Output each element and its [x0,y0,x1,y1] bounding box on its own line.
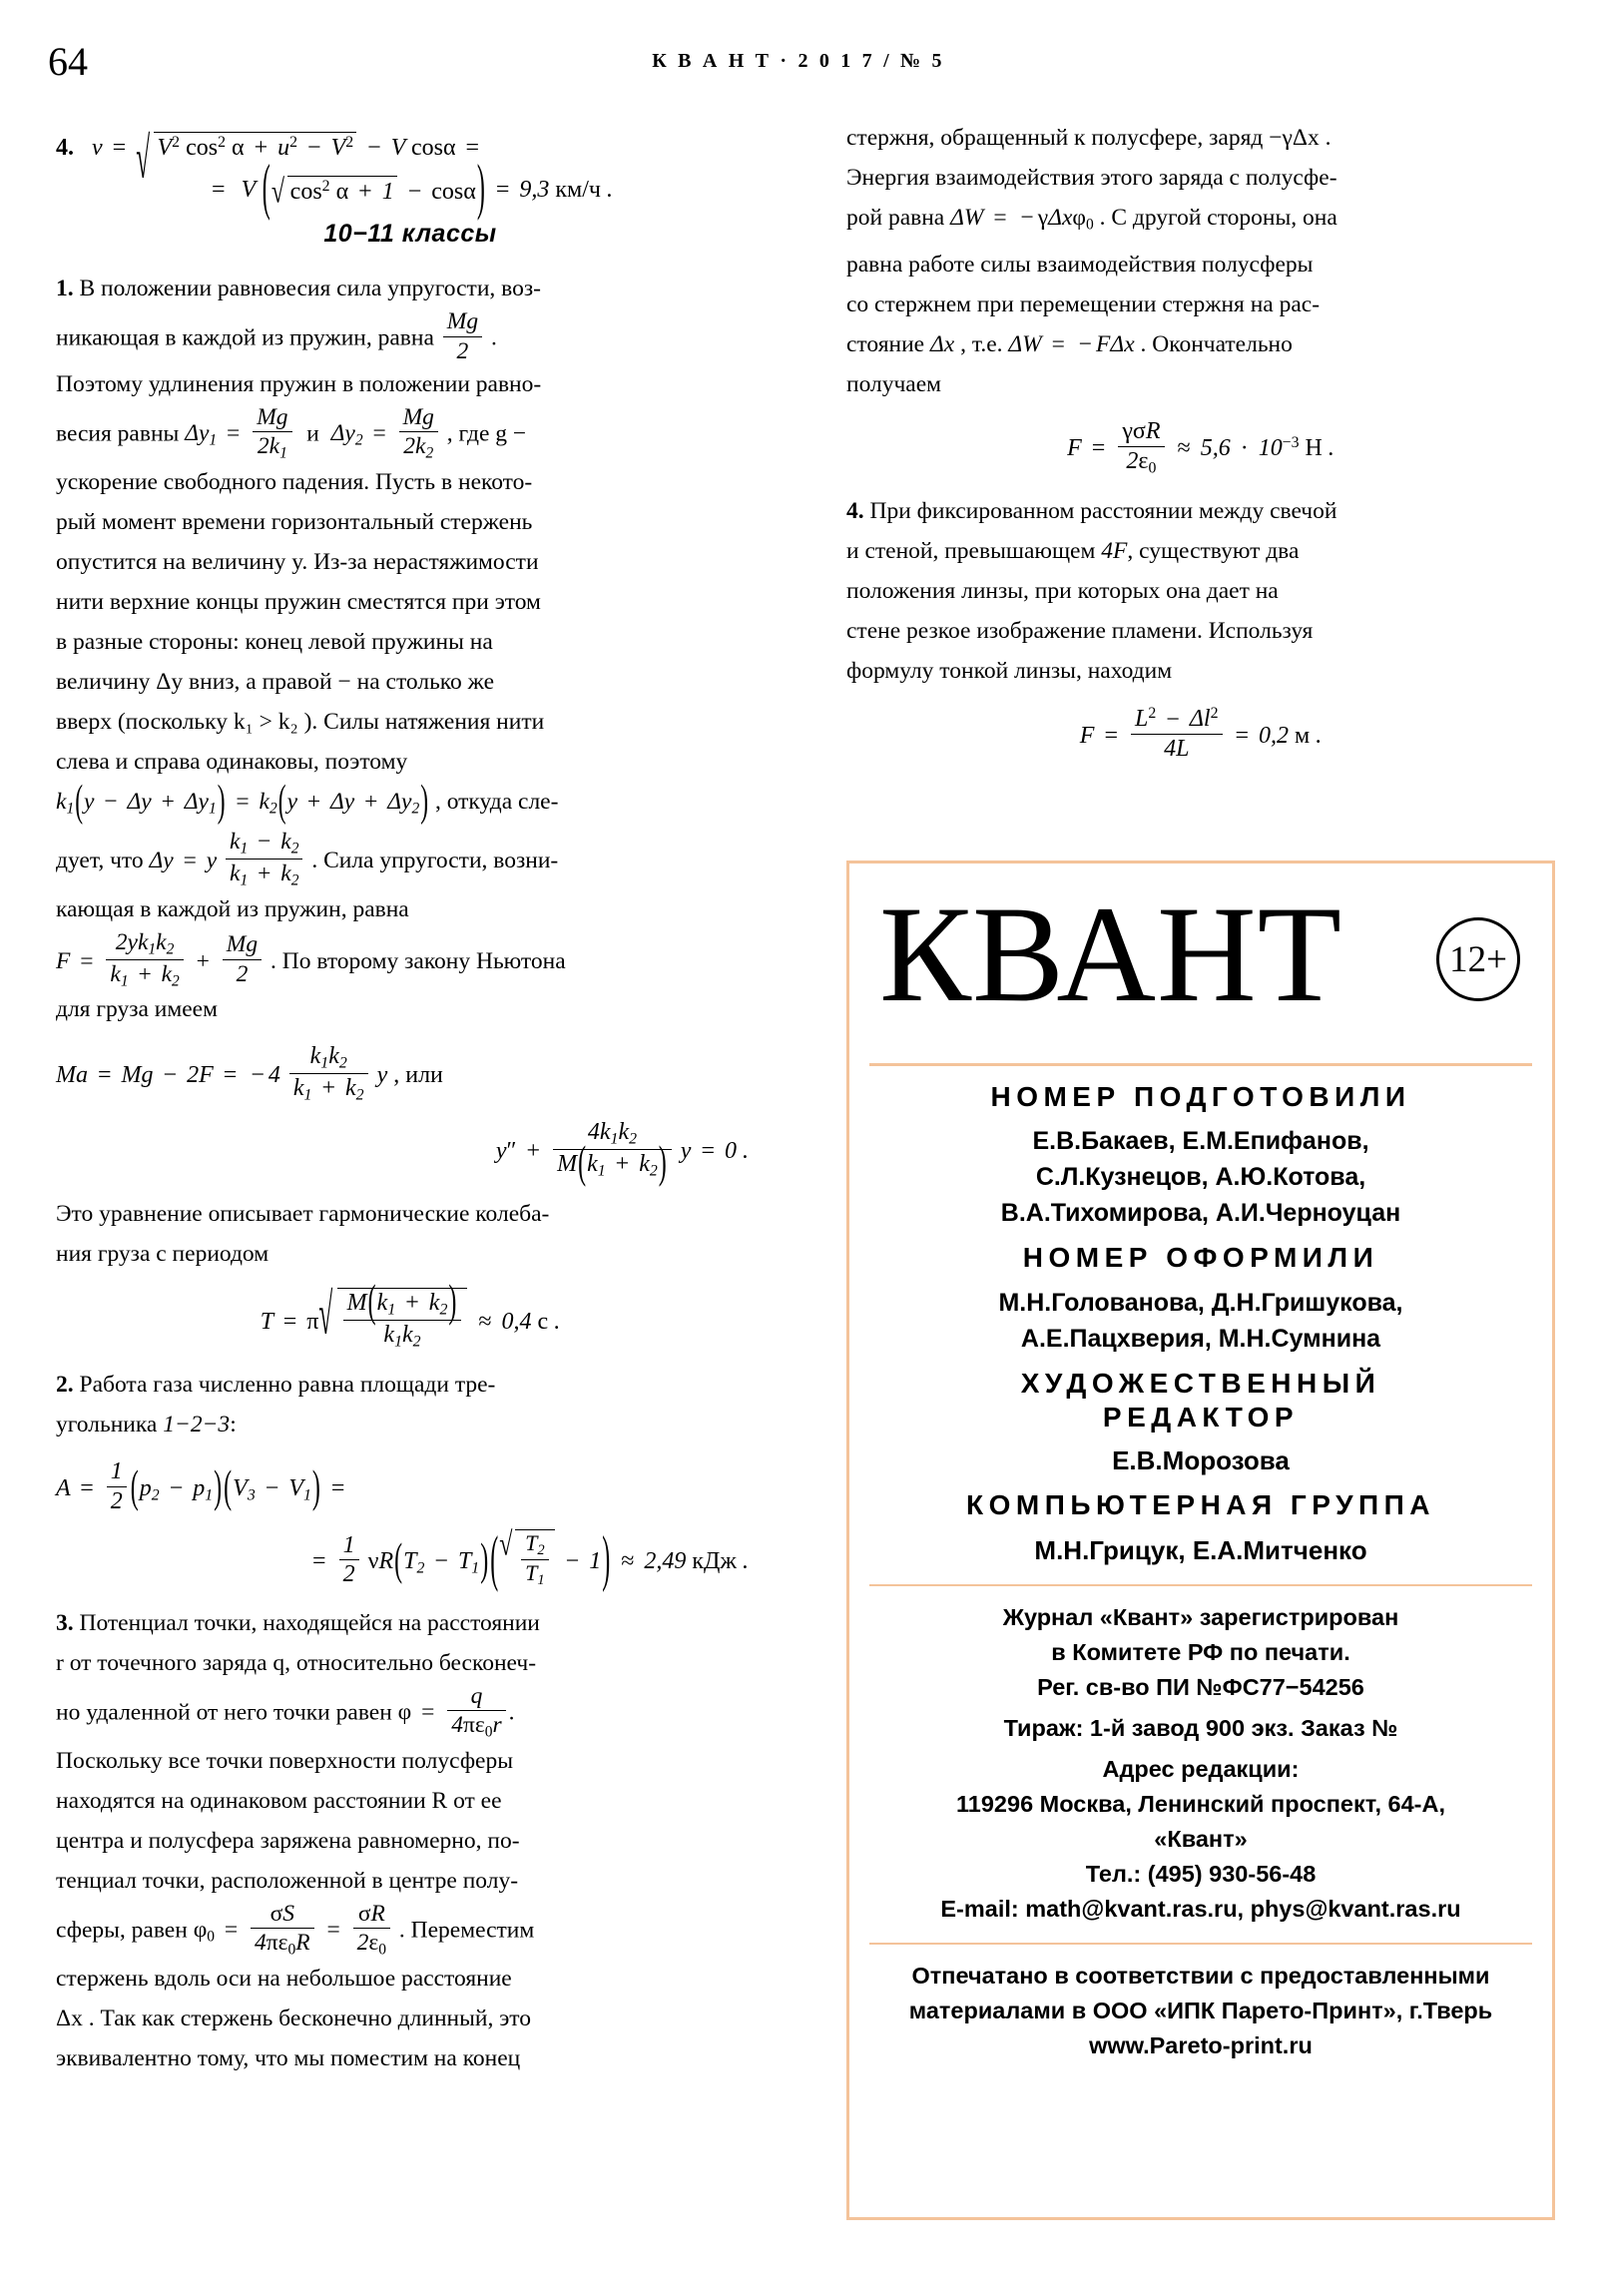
text-line-1q: кающая в каждой из пружин, равна [56,895,409,922]
triangle-label: 1−2−3 [163,1412,231,1438]
text-3j: . Переместим [398,1917,535,1944]
address-heading: Адрес редакции: [1102,1755,1300,1782]
printer-website[interactable]: www.Pareto-print.ru [1089,2032,1313,2059]
designed-name-line-2: А.Е.Пацхверия, М.Н.Сумнина [1020,1324,1381,1353]
computer-group-names: М.Н.Грицук, Е.А.Митченко [1034,1534,1367,1565]
text-r4b: и стеной, превышающем 4F, существуют два [846,538,1300,565]
frac-num-mg: Mg [446,308,479,335]
text-3c: но удаленной от него точки равен [56,1699,392,1726]
equation-ode: y″ + $\frac{4k_1k_2}{M(k_1 + k_2)}$ y = 0 . [495,1118,749,1189]
prepared-name-line-1: Е.В.Бакаев, Е.М.Епифанов, [1032,1127,1369,1156]
text-r4e: формулу тонкой линзы, находим [846,658,1173,685]
text-line-3c: но удаленной от него точки равен φ = $\frac{q}{4\pi\varepsilon_0r}$ . [56,1682,515,1741]
text-1r: . По второму закону Ньютона [269,947,566,974]
prepared-name-line-3: В.А.Тихомирова, А.И.Черноуцан [1000,1199,1401,1228]
equation-item4-line1: 4. v = √ $V^2$ $\cos^2 \alpha + u^2 - V^2 - V$ cosα = [56,132,765,162]
text-line-3h: тенциал точки, расположенной в центре полу- [56,1867,519,1894]
grade-heading: 10−11 классы [323,220,497,249]
age-rating-badge: 12+ [1436,917,1520,1001]
equation-newton: Ma = Mg − 2F = − 4 $\frac{k_1k_2}{k_1 + k_2}$ y , или [56,1043,443,1104]
text-line-1l: величину Δy вниз, а правой − на столько же [56,669,494,696]
email-line[interactable]: E-mail: math@kvant.ras.ru, phys@kvant.ras.ru [940,1895,1461,1922]
right-column [846,118,1555,777]
solution-item-3 [56,1603,765,1643]
text-line-1t: Это уравнение описывает гармонические колеба- [56,1200,550,1227]
text-1f: , где g − [446,420,527,447]
text-r4a: При фиксированном расстоянии между свечой [869,498,1337,525]
printed-line-2: материалами [908,1998,1066,2024]
text-line-3b: r от точечного заряда q, относительно бесконеч- [56,1649,537,1676]
text-line-1n: слева и справа одинаковы, поэтому [56,749,408,776]
text-line-3i: сферы, равен $\varphi_0$ = $\frac{\sigma S}{4\pi\varepsilon_0R}$ = $\frac{\sigma R}{2\varepsilon_0}$ . Переместим [56,1900,535,1959]
printed-line-1: в соответствии с предоставленными [1054,1963,1490,1990]
colophon-box [846,861,1555,2220]
text-r4c: положения линзы, при которых она дает на [846,578,1279,605]
text-1c: . [490,324,497,351]
text-r3e: со стержнем при перемещении стержня на рас- [846,291,1321,318]
text-line-F: F = $\frac{2yk_1k_2}{k_1 + k_2}$ + $\frac{Mg}{2}$ . По второму закону Ньютона [56,928,566,989]
text-line-1g: ускорение свободного падения. Пусть в некото- [56,469,533,496]
equation-work-A1: A = $\frac{1}{2}$ $(p_2 - p_1)(V_3 - V_1)$ = [56,1458,345,1515]
text-3i: сферы, равен [56,1917,188,1944]
text-r3d: равна работе силы взаимодействия полусферы [846,252,1314,279]
item-number-3: 3. [56,1609,74,1636]
equation-force-gamma: F = $\frac{\text{γσR}}{2\varepsilon_0}$ ≈ $5,6 \cdot 10^{-3}$ Н . [1067,418,1334,477]
kvant-logo: КВАНТ [879,877,1343,1030]
divider-top [869,1063,1532,1066]
designed-heading: НОМЕР ОФОРМИЛИ [1022,1242,1379,1274]
text-r3g: получаем [846,371,942,398]
text-line-1d: Поэтому удлинения пружин в положении равно- [56,371,542,398]
registration-line-1: Журнал «Квант» зарегистрирован [1002,1603,1399,1630]
text-r3a: стержня, обращенный к полусфере, заряд −γΔx . [846,125,1331,151]
equation-work-A2: = $\frac{1}{2}$ $\nu R(T_2 - T_1)$( √ $\frac{T_2}{T_1}$ − 1) ≈ 2,49 кДж . [56,1529,765,1589]
text-line-1m: вверх (поскольку k₁ > k₂ ). Силы натяжения нити [56,709,545,736]
prepared-name-line-2: С.Л.Кузнецов, А.Ю.Котова, [1035,1163,1366,1192]
text-line-1b [56,308,765,364]
registration-block [865,1600,1536,1705]
text-1b: никающая в каждой из пружин, равна [56,324,434,351]
text-2b: угольника [56,1412,158,1438]
printed-block [865,1959,1536,2063]
art-editor-name: Е.В.Морозова [1112,1445,1290,1476]
art-editor-heading [865,1367,1536,1435]
equation-period-T: T = π √ $\frac{M(k_1 + k_2)}{k_1k_2}$ ≈ 0,4 с . [56,1288,765,1351]
text-line-1k: в разные стороны: конец левой пружины на [56,629,493,656]
text-line-3k: стержень вдоль оси на небольшое расстояние [56,1965,512,1992]
text-2c: : [230,1412,237,1438]
text-3d: . [508,1699,515,1726]
text-line-1i: опустится на величину y. Из-за нерастяжимости [56,549,539,576]
text-line-1j: нити верхние концы пружин сместятся при этом [56,589,541,616]
text-1a: В положении равновесия сила упругости, воз- [79,276,541,302]
text-r3b: Энергия взаимодействия этого заряда с полусфе- [846,165,1337,191]
frac-den-2: 2 [443,336,482,364]
text-line-1e: весия равны $\Delta y_1$ = $\frac{Mg}{2k_1}$ и $\Delta y_2$ = $\frac{Mg}{2k_2}$ , где g − [56,404,527,462]
phone-line: Тел.: (495) 930-56-48 [1085,1860,1317,1887]
solution-item-1 [56,269,765,308]
art-editor-heading-line2: РЕДАКТОР [1102,1401,1300,1433]
text-r4d: стене резкое изображение пламени. Используя [846,618,1314,645]
text-line-1h: рый момент времени горизонтальный стержень [56,509,533,536]
text-3a: Потенциал точки, находящейся на расстоянии [79,1609,540,1636]
address-line-1: 119296 Москва, Ленинский проспект, 64-А, [956,1790,1445,1817]
left-column [56,118,765,2078]
text-line-3m: эквивалентно тому, что мы поместим на конец [56,2044,521,2071]
page-header [0,38,1597,88]
art-editor-heading-line1: ХУДОЖЕСТВЕННЫЙ [1020,1367,1381,1399]
equation-lens-F: F = $\frac{L^2 - \Delta l^2}{4L}$ = 0,2 м . [1079,705,1323,763]
address-block [865,1752,1536,1927]
text-r3c: рой равна ΔW = − γΔxφ$_0$ . С другой стороны, она [846,205,1337,234]
page-number: 64 [48,39,88,84]
text-line-3l: Δx . Так как стержень бесконечно длинный, это [56,2005,532,2031]
item-number-2: 2. [56,1372,74,1399]
item-number-4-cont: 4. [56,135,74,162]
text-line-1u: ния груза с периодом [56,1240,269,1267]
registration-line-3: Рег. св-во ПИ №ФС77−54256 [1037,1673,1364,1700]
address-line-2: «Квант» [1154,1825,1248,1852]
text-balance-tail: , откуда сле- [434,789,559,816]
divider-middle [869,1584,1532,1586]
text-line-balance: $k_1(y - \Delta y + \Delta y_1) = k_2(y + \Delta y + \Delta y_2)$ , откуда сле- [56,777,559,827]
text-1e: весия равны [56,420,180,447]
prepared-names [865,1123,1536,1231]
equation-item4-line2: = V ( √ $\cos^2 \alpha + 1 - \cos\alpha) = 9,3$ км/ч . [56,176,765,206]
item-number-1: 1. [56,276,74,302]
logo-row [865,877,1536,1053]
text-2a: Работа газа численно равна площади тре- [79,1372,496,1399]
text-line-1s: для груза имеем [56,996,218,1023]
registration-line-2: в Комитете РФ по печати. [1051,1638,1350,1665]
text-r3f: стояние Δx , т.е. ΔW = − FΔx . Окончательно [846,331,1293,358]
designed-names [865,1285,1536,1357]
running-head: К В А Н Т · 2 0 1 7 / № 5 [652,50,945,72]
circulation-line: Тираж: 1-й завод 900 экз. Заказ № [1003,1714,1398,1741]
designed-name-line-1: М.Н.Голованова, Д.Н.Гришукова, [998,1288,1403,1317]
text-line-3e: Поскольку все точки поверхности полусферы [56,1747,514,1774]
text-1p: . Сила упругости, возни- [311,848,559,874]
computer-group-heading: КОМПЬЮТЕРНАЯ ГРУППА [966,1489,1435,1521]
text-line-2b [56,1405,765,1444]
text-line-3g: центра и полусфера заряжена равномерно, по- [56,1827,520,1854]
text-line-1o: дует, что Δy = y $\frac{k_1 - k_2}{k_1 + k_2}$ . Сила упругости, возни- [56,829,559,889]
text-1o: дует, что [56,848,144,874]
prepared-heading: НОМЕР ПОДГОТОВИЛИ [990,1080,1411,1112]
item-number-4: 4. [846,498,864,525]
printed-heading: Отпечатано [911,1963,1048,1990]
printed-line-3: в ООО «ИПК Парето-Принт», г.Тверь [1071,1998,1493,2024]
text-line-3f: находятся на одинаковом расстоянии R от ее [56,1787,502,1814]
solution-item-2 [56,1365,765,1405]
solution-item-4 [846,491,1555,531]
divider-bottom [869,1943,1532,1945]
